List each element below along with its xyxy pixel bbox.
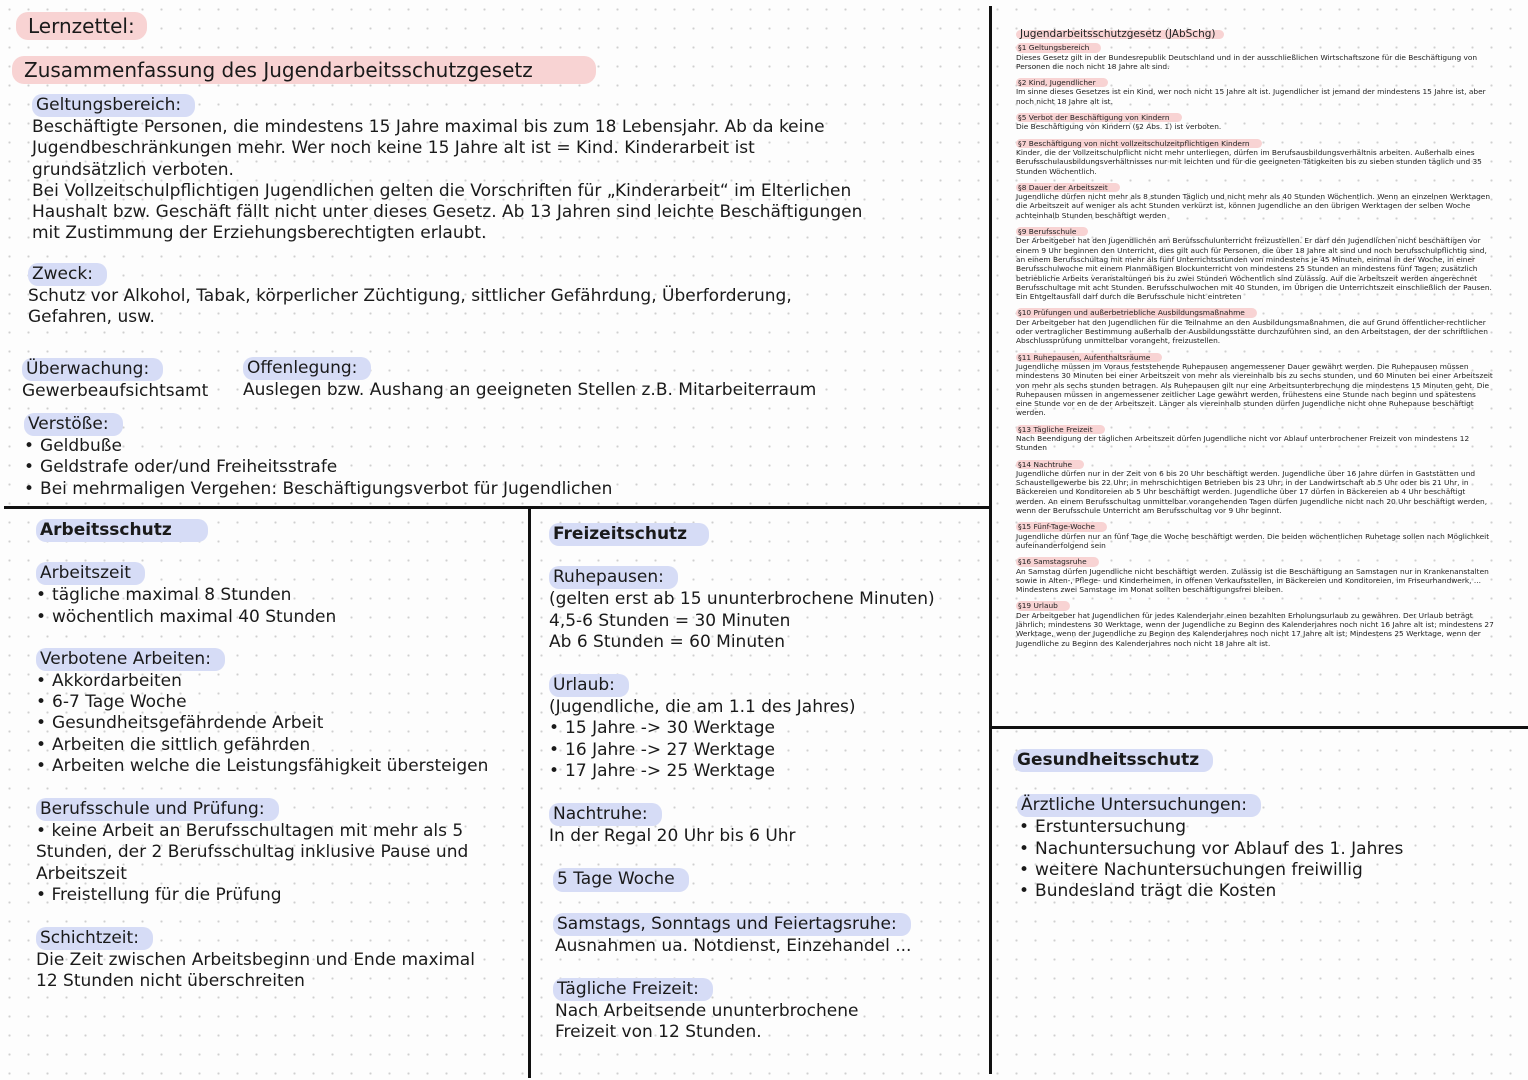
list-item: • 15 Jahre -> 30 Werktage	[549, 718, 979, 739]
list-item: • Arbeiten die sittlich gefährden	[36, 735, 516, 756]
section-heading: Tägliche Freizeit:	[553, 978, 713, 1001]
law-paragraph: §15 Fünf-Tage-Woche Jugendliche dürfen nur an fünf Tage die Woche beschäftigt werden. Die beiden wöchentlichen Ruhetage sollen nach Möglichkeit aufeinanderfolgend sein	[1016, 522, 1490, 550]
text-line: Ab 6 Stunden = 60 Minuten	[549, 631, 785, 652]
list-item: • tägliche maximal 8 Stunden	[36, 585, 516, 606]
list-item: • Akkordarbeiten	[36, 671, 516, 692]
law-paragraph: §2 Kind, Jugendlicher Im sinne dieses Gesetzes ist ein Kind, wer noch nicht 15 Jahre alt ist. Jugendlicher ist jemand der mindestens 15 Jahre ist, aber noch nicht 18 Jahre alt ist.	[1016, 78, 1486, 106]
text-line: Stunden, der 2 Berufsschultag inklusive Pause und	[36, 842, 469, 863]
text-line: Nach Arbeitsende ununterbrochene	[555, 1001, 859, 1022]
list-item: • wöchentlich maximal 40 Stunden	[36, 607, 516, 628]
section-heading: Berufsschule und Prüfung:	[36, 798, 279, 821]
list-item: • 6-7 Tage Woche	[36, 692, 516, 713]
section-heading: Ruhepausen:	[549, 566, 678, 589]
column-title: Gesundheitsschutz	[1013, 749, 1213, 772]
column-freizeitschutz	[549, 523, 979, 1044]
section-heading: 5 Tage Woche	[553, 868, 689, 891]
text-line: Ausnahmen ua. Notdienst, Einzehandel ...	[555, 935, 912, 956]
list-item: • Arbeiten welche die Leistungsfähigkeit übersteigen	[36, 756, 516, 777]
section-geltungsbereich	[32, 94, 862, 244]
section-heading: Samstags, Sonntags und Feiertagsruhe:	[553, 913, 911, 936]
text-line: Haushalt bzw. Geschäft fällt nicht unter dieses Gesetz. Ab 13 Jahren sind leichte Beschäftigungen	[32, 202, 863, 223]
law-paragraph: §8 Dauer der Arbeitszeit Jugendliche dürfen nicht mehr als 8 stunden Täglich und nicht mehr als 40 Stunden Wöchentlich. Wenn an einzelnen Werktagen die Arbeitszeit auf weniger als acht Stunden verkürzt ist, können Jugendliche an den übrigen Werktagen der selben Woche achteinhalb Stunden beschäftigt werden	[1016, 182, 1491, 220]
text-line: Die Zeit zwischen Arbeitsbeginn und Ende maximal	[36, 950, 475, 971]
list-item: • keine Arbeit an Berufsschultagen mit mehr als 5	[36, 821, 464, 842]
law-text-panel	[1016, 30, 1494, 648]
section-zweck	[28, 263, 792, 329]
law-paragraph: §16 Samstagsruhe An Samstag dürfen Jugendliche nicht beschäftigt werden. Zulässig ist die Beschäftigung an Samstagen nur in Krankenanstalten sowie in Alten-, Pflege- und Kinderheimen, in offenen Verkaufsstellen, in Bäckereien und Konditoreien, im Friseurhandwerk, ... Mindestens zwei Samstage im Monat sollten beschäftigungsfrei bleiben.	[1016, 557, 1489, 595]
section-heading: Nachtruhe:	[549, 803, 662, 826]
law-title: Jugendarbeitsschutzgesetz (JAbSchg)	[1016, 30, 1224, 39]
text-line: Freizeit von 12 Stunden.	[555, 1022, 762, 1043]
column-arbeitsschutz	[36, 519, 516, 993]
divider-horizontal-left	[4, 506, 989, 509]
text-line: In der Regal 20 Uhr bis 6 Uhr	[549, 826, 796, 847]
text-line: Jugendbeschränkungen mehr. Wer noch keine 15 Jahre alt ist = Kind. Kinderarbeit ist	[32, 138, 755, 159]
divider-vertical-middle	[528, 508, 531, 1078]
text-line: Auslegen bzw. Aushang an geeigneten Stellen z.B. Mitarbeiterraum	[243, 380, 817, 401]
text-line: (Jugendliche, die am 1.1 des Jahres)	[549, 697, 856, 718]
text-line: 4,5-6 Stunden = 30 Minuten	[549, 610, 791, 631]
list-item: • 16 Jahre -> 27 Werktage	[549, 740, 979, 761]
text-line: Gefahren, usw.	[28, 307, 155, 328]
section-heading: Schichtzeit:	[36, 927, 153, 950]
law-paragraph: §19 Urlaub Der Arbeitgeber hat Jugendlichen für jedes Kalenderjahr einen bezahlten Erholungsurlaub zu gewähren. Der Urlaub beträgt Jährlich; mindestens 30 Werktage, wenn der Jugendliche zu Beginn des Kalenderjahres noch nicht 16 Jahre alt ist; mindestens 27 Werktage, wenn der Jugendliche zu Beginn des Kalenderjahres noch nicht 17 Jahre alt ist; Mindestens 25 Werktage, wenn der Jugendliche zu Beginn des Kalenderjahres noch nicht 18 Jahre alt ist.	[1016, 601, 1494, 648]
section-offenlegung	[243, 357, 816, 401]
section-heading: Verbotene Arbeiten:	[36, 648, 225, 671]
list-item: • weitere Nachuntersuchungen freiwillig	[1019, 860, 1493, 881]
list-item: • Erstuntersuchung	[1019, 817, 1493, 838]
text-line: Arbeitszeit	[36, 863, 127, 884]
section-heading: Überwachung:	[22, 358, 163, 381]
list-item: • Geldbuße	[24, 436, 612, 457]
text-line: Beschäftigte Personen, die mindestens 15 Jahre maximal bis zum 18 Lebensjahr. Ab da keine	[32, 117, 825, 138]
section-heading: Geltungsbereich:	[32, 94, 195, 117]
list-item: • Gesundheitsgefährdende Arbeit	[36, 713, 516, 734]
law-paragraph: §5 Verbot der Beschäftigung von Kindern Die Beschäftigung von Kindern (§2 Abs. 1) ist verboten.	[1016, 113, 1222, 132]
column-title: Freizeitschutz	[549, 523, 709, 546]
list-item: • Bei mehrmaligen Vergehen: Beschäftigungsverbot für Jugendlichen	[24, 479, 612, 500]
section-verstoesse	[24, 413, 612, 500]
text-line: Gewerbeaufsichtsamt	[22, 381, 209, 402]
list-item: • Geldstrafe oder/und Freiheitsstrafe	[24, 457, 612, 478]
law-paragraph: §7 Beschäftigung von nicht vollzeitschulzeitpflichtigen Kindern Kinder, die der Vollzeitschulpflicht nicht mehr unterliegen, dürfen im Berufsausbildungsverhältnis arbeiten. Außerhalb eines Berufsschulausbildungsverhältnisses nur mit leichten und für die geeigneten Tätigkeiten bis zu sieben stunden täglich und 35 Stunden Wöchentlich.	[1016, 138, 1482, 176]
text-line: (gelten erst ab 15 ununterbrochene Minuten)	[549, 589, 935, 610]
text-line: mit Zustimmung der Erziehungsberechtigten erlaubt.	[32, 223, 487, 244]
section-heading: Arbeitszeit	[36, 562, 145, 585]
page-title: Lernzettel:	[16, 14, 147, 38]
law-paragraph: §10 Prüfungen und außerbetriebliche Ausbildungsmaßnahme Der Arbeitgeber hat den Jugendlichen für die Teilnahme an den Ausbildungsmaßnahmen, die auf Grund öffentlicher-rechtlicher oder vertraglicher Bestimmung außerhalb der Ausbildungsstätte durchzuführen sind, an den Arbeitstagen, der der schriftlichen Abschlussprüfung unmittelbar vorangeht, freizustellen.	[1016, 308, 1488, 346]
law-paragraph: §9 Berufsschule Der Arbeitgeber hat den Jugendlichen am Berufsschulunterricht freizustellen. Er darf den Jugendlichen nicht beschäftigen vor einem 9 Uhr beginnen den Unterricht, dies gilt auch für Personen, die über 18 Jahre alt sind und noch berufsschulpflichtig sind, an einem Berufsschultag mit mehr als fünf Unterrichtsstunden von mindestens je 45 Minuten, einmal in der Woche, in einer Berufsschulwoche mit einem Planmäßigen Blockunterricht von mindestens 25 Stunden an mindestens fünf Tagen; zusätzlich betriebliche Arbeits veranstaltungen bis zu zwei Stunden Wöchentlich sind Zulässig. Auf die Arbeitszeit werden angerechnet Berufsschultage mit acht Stunden. Berufsschulwochen mit 40 Stunden, im Übrigen die Unterrichtszeit einschließlich der Pausen. Ein Entgeltausfall darf durch die Berufsschule nicht eintreten	[1016, 227, 1492, 302]
text-line: grundsätzlich verboten.	[32, 159, 234, 180]
law-paragraph: §14 Nachtruhe Jugendliche dürfen nur in der Zeit von 6 bis 20 Uhr beschäftigt werden. Jugendliche über 16 Jahre dürfen in Gaststätten und Schaustellgewerbe bis 22 Uhr; in mehrschichtigen Betrieben bis 23 Uhr; in der Landwirtschaft ab 5 Uhr oder bis 21 Uhr, in Bäckereien und Konditoreien ab 5 Uhr beschäftigt werden. Jugendliche über 17 dürfen in Bäckereien ab 4 Uhr beschäftigt werden. An einem Berufsschultag unmittelbar vorangehenden Tagen dürfen Jugendliche nicht nach 20 Uhr beschäftigt werden, wenn der Berufsschule Unterricht am Berufsschultag vor 9 Uhr beginnt.	[1016, 459, 1488, 516]
text-line: 12 Stunden nicht überschreiten	[36, 971, 305, 992]
section-heading: Offenlegung:	[243, 357, 371, 380]
column-gesundheitsschutz	[1013, 749, 1493, 902]
law-paragraph: §11 Ruhepausen, Aufenthaltsräume Jugendliche müssen im Voraus feststehende Ruhepausen angemessener Dauer gewährt werden. Die Ruhepausen müssen mindestens 30 Minuten bei einer Arbeitszeit von mehr als viereinhalb bis zu sechs stunden, und 60 Minuten bei einer Arbeitszeit von mehr als sechs stunden betragen. Als Ruhepausen gilt nur eine Arbeitsunterbrechung die mindestens 15 Minuten geht. Die Ruhepausen müssen in angemessener zeitlicher Lage gewährt werden, frühestens eine Stunde nach beginn und spätestens eine Stunde vor en de der Arbeitszeit. Länger als viereinhalb stunden dürfen Jugendliche nicht ohne Ruhepause beschäftigt werden.	[1016, 352, 1493, 418]
list-item: • 17 Jahre -> 25 Werktage	[549, 761, 979, 782]
section-heading: Zweck:	[28, 263, 107, 286]
list-item: • Nachuntersuchung vor Ablauf des 1. Jahres	[1019, 839, 1493, 860]
page-subtitle: Zusammenfassung des Jugendarbeitsschutzgesetz	[12, 56, 596, 84]
section-heading: Ärztliche Untersuchungen:	[1017, 794, 1261, 817]
list-item: • Bundesland trägt die Kosten	[1019, 881, 1493, 902]
text-line: Bei Vollzeitschulpflichtigen Jugendlichen gelten die Vorschriften für „Kinderarbeit“ im Elterlichen	[32, 180, 852, 201]
list-item: • Freistellung für die Prüfung	[36, 884, 282, 905]
column-title: Arbeitsschutz	[36, 519, 208, 542]
divider-horizontal-right	[991, 726, 1528, 729]
section-heading: Urlaub:	[549, 674, 629, 697]
section-ueberwachung	[22, 358, 208, 402]
divider-vertical-right	[989, 6, 992, 1074]
law-paragraph: §13 Tägliche Freizeit Nach Beendigung der täglichen Arbeitszeit dürfen Jugendliche nicht vor Ablauf unterbrochener Freizeit von mindestens 12 Stunden	[1016, 424, 1470, 453]
law-paragraph: §1 Geltungsbereich Dieses Gesetz gilt in der Bundesrepublik Deutschland und in der ausschließlichen Wirtschaftszone für die Beschäftigung von Personen die noch nicht 18 Jahre alt sind.	[1016, 43, 1478, 71]
section-heading: Verstöße:	[24, 413, 123, 436]
text-line: Schutz vor Alkohol, Tabak, körperlicher Züchtigung, sittlicher Gefährdung, Überforderung,	[28, 286, 792, 307]
